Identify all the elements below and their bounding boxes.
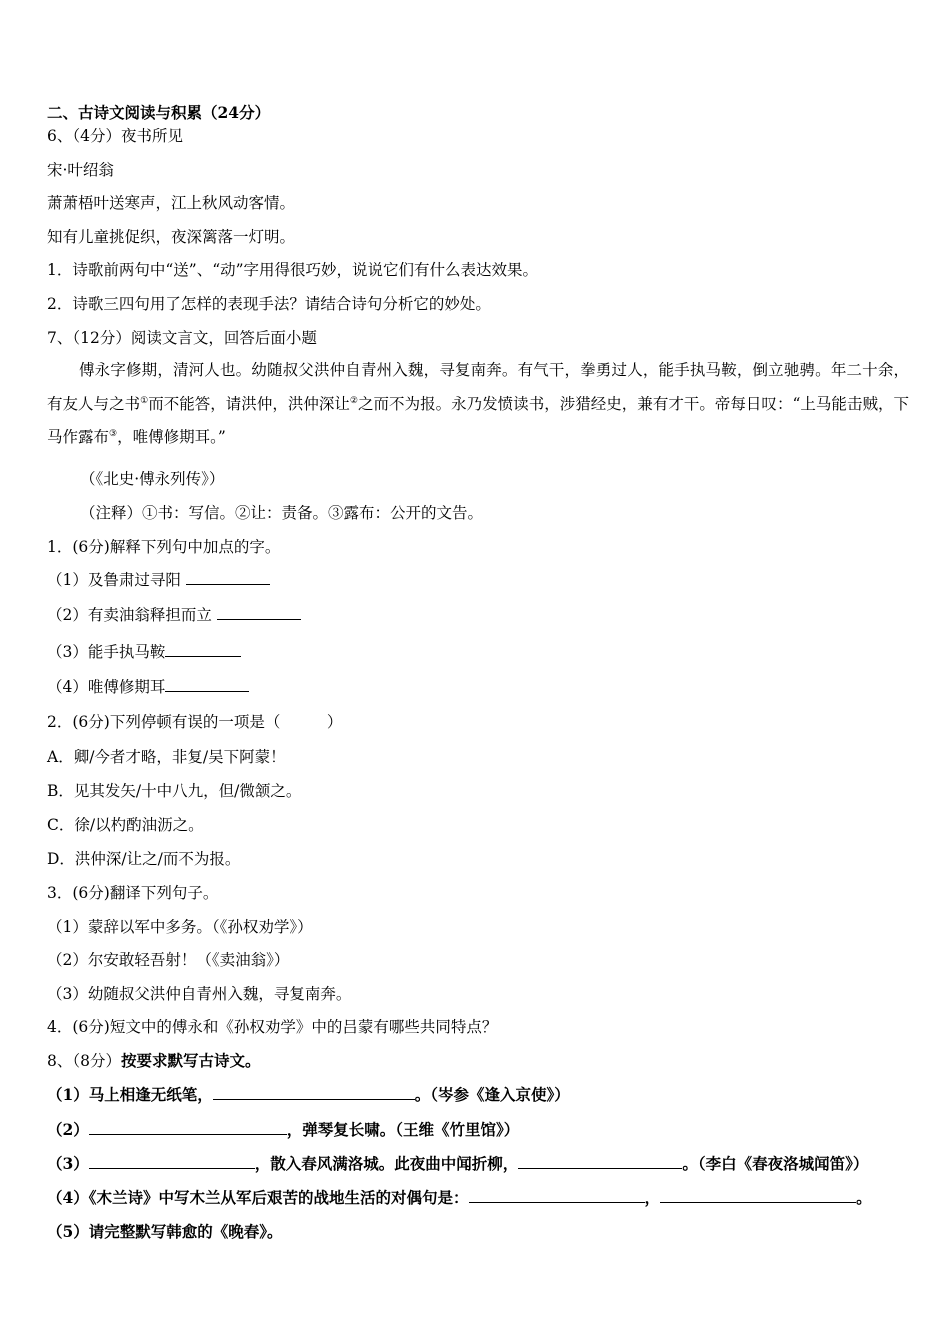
answer-blank[interactable] [165,642,241,657]
q8-line3: （3） ，散入春风满洛城。此夜曲中闻折柳， 。（李白《春夜洛城闻笛》） [47,1154,869,1173]
q7-s3-item1: （1）蒙辞以军中多务。（《孙权劝学》） [47,918,313,936]
answer-blank[interactable] [89,1120,287,1135]
q7-s1-item4: （4）唯傅修期耳 [47,677,249,697]
q7-s3-item2: （2）尔安敢轻吾射！（《卖油翁》） [47,951,290,969]
answer-blank[interactable] [660,1188,856,1203]
q7-s1-item2: （2）有卖油翁释担而立 [47,605,301,625]
q6-sub1: 1．诗歌前两句中“送”、“动”字用得很巧妙，说说它们有什么表达效果。 [47,261,539,279]
q8-line1: （1）马上相逢无纸笔， 。（岑参《逢入京使》） [47,1085,570,1104]
answer-blank[interactable] [469,1188,645,1203]
note-mark-2: ② [349,395,359,406]
q8-line5: （5）请完整默写韩愈的《晚春》。 [47,1222,283,1241]
answer-blank[interactable] [89,1154,255,1169]
q7-s1: 1．(6分)解释下列句中加点的字。 [47,538,281,556]
q8-line2: （2） ，弹琴复长啸。（王维《竹里馆》） [47,1120,520,1139]
section-title: 二、古诗文阅读与积累（24分） [47,103,271,122]
q7-s3-item3: （3）幼随叔父洪仲自青州入魏，寻复南奔。 [47,985,352,1003]
q7-option-b: B．见其发矢/十中八九，但/微颔之。 [47,782,302,800]
answer-blank[interactable] [217,605,301,620]
answer-blank[interactable] [165,677,249,692]
q7-option-a: A．卿/今者才略，非复/吴下阿蒙！ [47,748,286,766]
note-mark-3: ③ [109,428,118,439]
q7-option-d: D．洪仲深/让之/而不为报。 [47,850,241,868]
q7-s1-item1: （1）及鲁肃过寻阳 [47,570,270,590]
q7-passage: 傅永字修期，清河人也。幼随叔父洪仲自青州入魏，寻复南奔。有气干，拳勇过人，能手执马鞍，倒立驰骋。年二十余，有友人与之书①而不能答，请洪仲，洪仲深让②之而不为报。永乃发愤读书，涉猎经史，兼有才干。帝每日叹：“上马能击贼，下马作露布③，唯傅修期耳。” [47,361,909,446]
q7-s2: 2．(6分)下列停顿有误的一项是（ ） [47,713,343,731]
q7-source: （《北史·傅永列传》） [80,470,225,488]
answer-blank[interactable] [213,1085,415,1100]
q7-s3: 3．(6分)翻译下列句子。 [47,884,219,902]
q7-s4: 4．(6分)短文中的傅永和《孙权劝学》中的吕蒙有哪些共同特点？ [47,1018,498,1036]
q6-poem-line1: 萧萧梧叶送寒声，江上秋风动客情。 [47,194,296,212]
q6-poem-line2: 知有儿童挑促织，夜深篱落一灯明。 [47,228,296,246]
answer-blank[interactable] [518,1154,682,1169]
note-mark-1: ① [140,395,149,406]
q8-header: 8、（8分）按要求默写古诗文。 [47,1051,261,1070]
q7-header: 7、（12分）阅读文言文，回答后面小题 [47,329,317,347]
q7-s1-item3: （3）能手执马鞍 [47,642,241,662]
q6-author: 宋·叶绍翁 [47,161,114,179]
q6-header: 6、（4分）夜书所见 [47,127,183,145]
q6-sub2: 2．诗歌三四句用了怎样的表现手法？请结合诗句分析它的妙处。 [47,295,491,313]
q7-notes: （注释）①书：写信。②让：责备。③露布：公开的文告。 [80,504,484,522]
q8-line4: （4）《木兰诗》中写木兰从军后艰苦的战地生活的对偶句是： ， 。 [47,1188,872,1207]
answer-blank[interactable] [186,570,270,585]
q7-option-c: C．徐/以杓酌油沥之。 [47,816,204,834]
